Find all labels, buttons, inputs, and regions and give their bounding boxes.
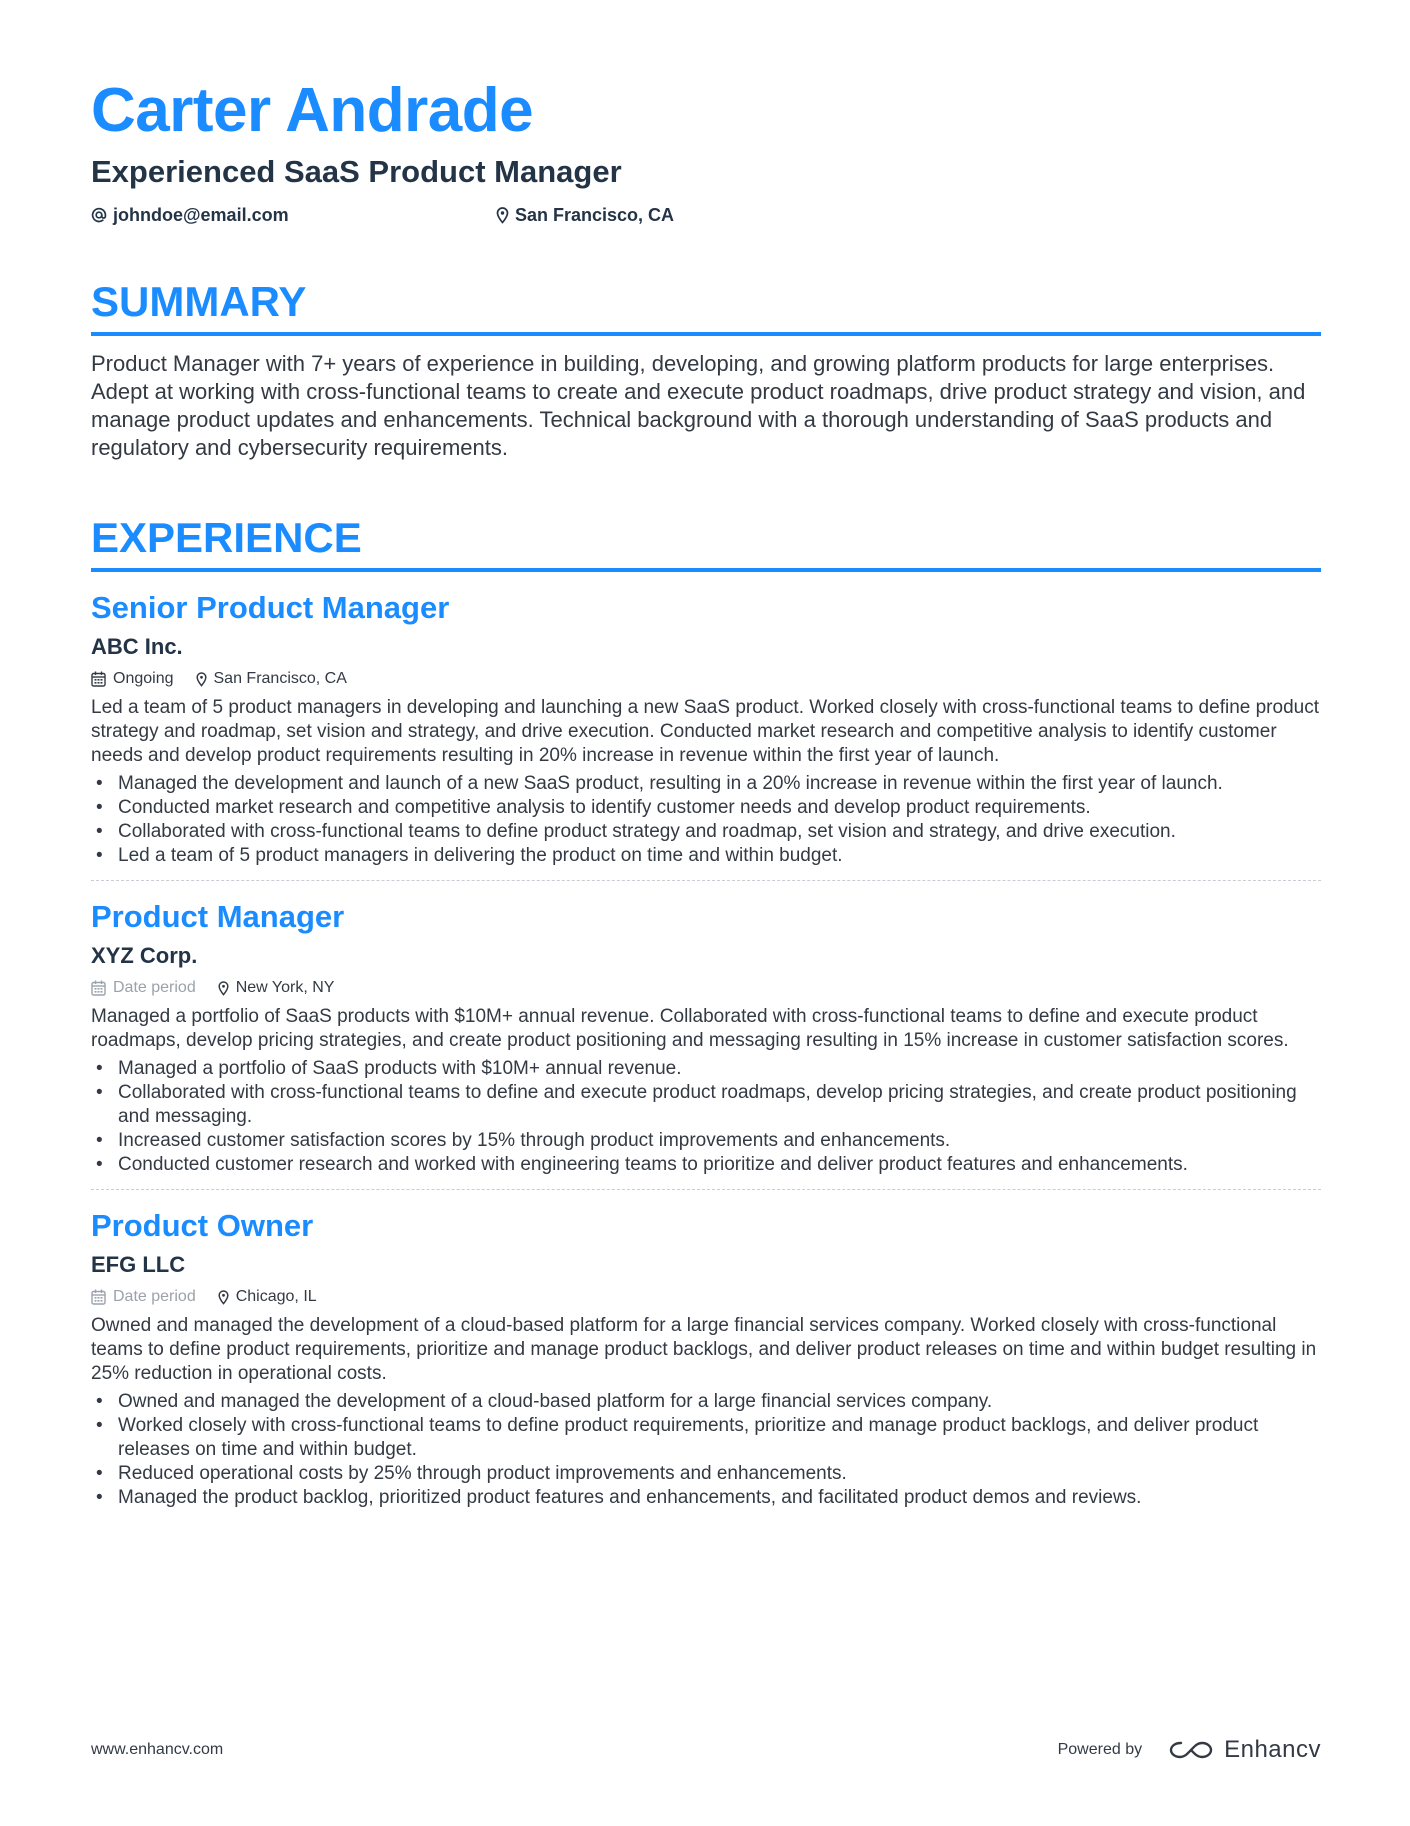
- map-pin-icon: [496, 207, 509, 224]
- list-item: • Reduced operational costs by 25% through product improvements and enhancements.: [91, 1462, 1321, 1486]
- calendar-icon: [91, 1289, 106, 1305]
- job-date: [91, 979, 196, 997]
- list-item: • Managed the product backlog, prioritized product features and enhancements, and facilitated product demos and reviews.: [91, 1486, 1321, 1510]
- company-name: EFG LLC: [91, 1252, 186, 1277]
- summary-section: [91, 276, 1321, 462]
- powered-by: [1058, 1736, 1321, 1764]
- job-description: Owned and managed the development of a cloud-based platform for a large financial services company. Worked closely with cross-functional teams to define product requirements, prioritize and manage product backlogs, and deliver product releases on time and within budget resulting in 25% reduction in operational costs.: [91, 1315, 1317, 1384]
- summary-heading: SUMMARY: [91, 278, 307, 325]
- company-name: XYZ Corp.: [91, 943, 198, 968]
- job-date: [91, 670, 174, 688]
- job-title: Product Manager: [91, 899, 345, 934]
- job-location: [218, 1288, 317, 1306]
- job-title: Product Owner: [91, 1208, 314, 1243]
- job-location-text: New York, NY: [235, 979, 335, 996]
- calendar-icon: [91, 671, 106, 687]
- brand-logo[interactable]: [1168, 1736, 1321, 1764]
- contact-location: [496, 205, 674, 226]
- job-bullets: [91, 772, 1321, 868]
- list-item: • Managed the development and launch of a new SaaS product, resulting in a 20% increase in revenue within the first year of launch.: [91, 772, 1321, 796]
- job-meta: [91, 1286, 1321, 1308]
- job-location-text: Chicago, IL: [235, 1288, 317, 1305]
- location-text: San Francisco, CA: [515, 204, 675, 225]
- resume-page: [91, 72, 1321, 1522]
- job-entry: [91, 1190, 1321, 1522]
- job-bullets: [91, 1057, 1321, 1177]
- map-pin-icon: [196, 672, 207, 687]
- list-item: • Led a team of 5 product managers in delivering the product on time and within budget.: [91, 844, 1321, 868]
- list-item: • Owned and managed the development of a cloud-based platform for a large financial services company.: [91, 1390, 1321, 1414]
- candidate-title: Experienced SaaS Product Manager: [91, 154, 622, 189]
- job-entry: [91, 572, 1321, 881]
- candidate-name: Carter Andrade: [91, 76, 534, 145]
- summary-divider: [91, 332, 1321, 336]
- experience-heading: EXPERIENCE: [91, 514, 362, 561]
- job-description: Led a team of 5 product managers in developing and launching a new SaaS product. Worked closely with cross-functional teams to define product strategy and roadmap, set vision and strategy, and drive execution. Conducted market research and competitive analysis to identify customer needs and develop product requirements resulting in 20% increase in revenue within the first year of launch.: [91, 697, 1319, 766]
- job-location-text: San Francisco, CA: [213, 670, 347, 687]
- email-text: johndoe@email.com: [113, 204, 289, 225]
- list-item: • Conducted customer research and worked with engineering teams to prioritize and deliver product features and enhancements.: [91, 1153, 1321, 1177]
- job-location: [218, 979, 335, 997]
- job-date-text: Date period: [113, 979, 196, 996]
- page-footer: [91, 1735, 1321, 1765]
- job-title: Senior Product Manager: [91, 590, 450, 625]
- calendar-icon: [91, 980, 106, 996]
- experience-section: [91, 512, 1321, 1522]
- contact-row: [91, 204, 1321, 226]
- job-description: Managed a portfolio of SaaS products with $10M+ annual revenue. Collaborated with cross-functional teams to define and execute product roadmaps, develop pricing strategies, and create product positioning and messaging resulting in 15% increase in customer satisfaction scores.: [91, 1006, 1289, 1051]
- list-item: • Worked closely with cross-functional teams to define product requirements, prioritize and manage product backlogs, and deliver product releases on time and within budget.: [91, 1414, 1321, 1462]
- at-icon: [91, 207, 107, 223]
- job-entry: [91, 881, 1321, 1190]
- job-bullets: [91, 1390, 1321, 1510]
- map-pin-icon: [218, 981, 229, 996]
- job-location: [196, 670, 347, 688]
- website-link[interactable]: www.enhancv.com: [91, 1741, 224, 1758]
- list-item: • Increased customer satisfaction scores by 15% through product improvements and enhancements.: [91, 1129, 1321, 1153]
- summary-text: Product Manager with 7+ years of experience in building, developing, and growing platform products for large enterprises. Adept at working with cross-functional teams to create and execute product roadmaps, drive product strategy and vision, and manage product updates and enhancements. Technical background with a thorough understanding of SaaS products and regulatory and cybersecurity requirements.: [91, 351, 1306, 460]
- list-item: • Conducted market research and competitive analysis to identify customer needs and develop product requirements.: [91, 796, 1321, 820]
- brand-name: Enhancv: [1224, 1736, 1321, 1763]
- job-date-text: Ongoing: [113, 670, 174, 687]
- list-item: • Collaborated with cross-functional teams to define and execute product roadmaps, develop pricing strategies, and create product positioning and messaging.: [91, 1081, 1321, 1129]
- list-item: • Collaborated with cross-functional teams to define product strategy and roadmap, set vision and strategy, and drive execution.: [91, 820, 1321, 844]
- map-pin-icon: [218, 1290, 229, 1305]
- list-item: • Managed a portfolio of SaaS products with $10M+ annual revenue.: [91, 1057, 1321, 1081]
- company-name: ABC Inc.: [91, 634, 183, 659]
- enhancv-logo-icon: [1168, 1738, 1214, 1762]
- job-date: [91, 1288, 196, 1306]
- job-meta: [91, 668, 1321, 690]
- job-meta: [91, 977, 1321, 999]
- contact-email[interactable]: [91, 205, 496, 226]
- job-date-text: Date period: [113, 1288, 196, 1305]
- powered-by-label: Powered by: [1057, 1741, 1143, 1758]
